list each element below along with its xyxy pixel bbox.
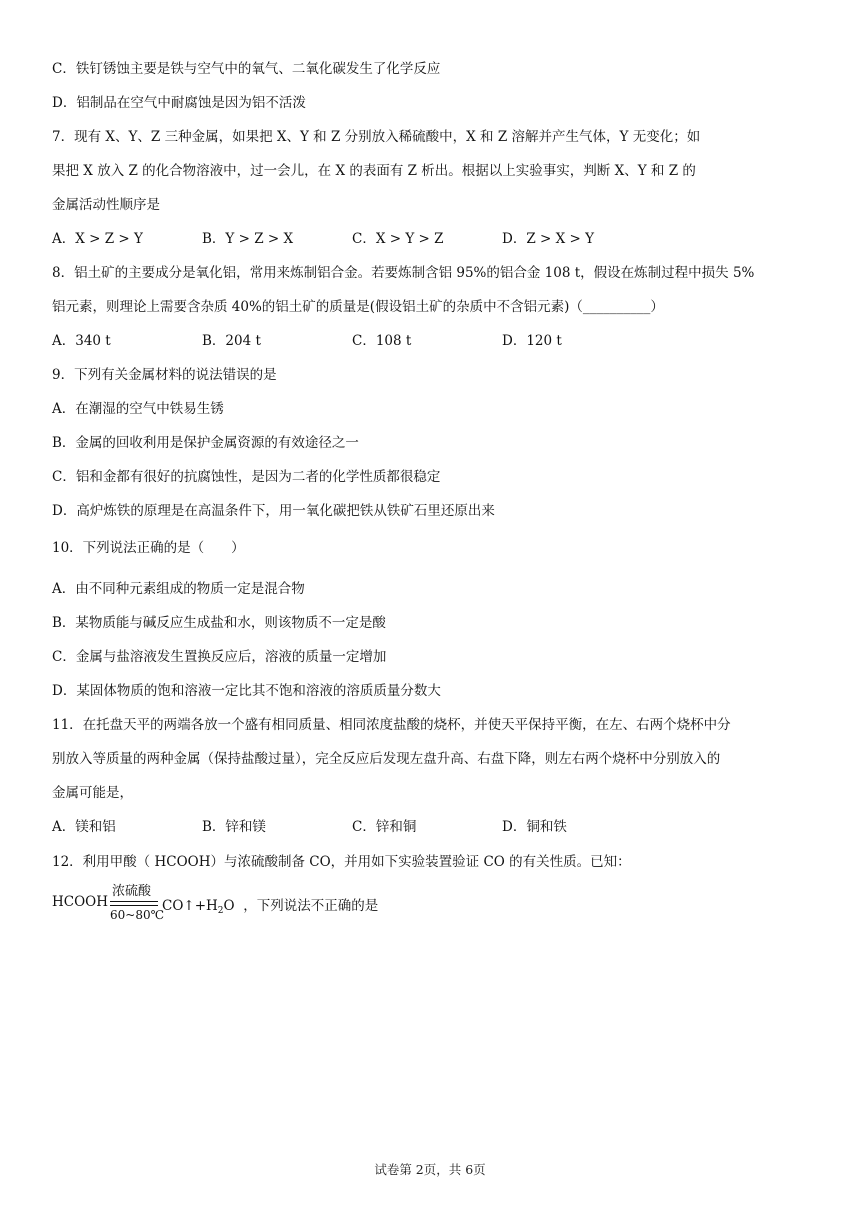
q7-stem-line1: 7．现有 X、Y、Z 三种金属，如果把 X、Y 和 Z 分别放入稀硫酸中，X 和 Z 溶解并产生气体，Y 无变化；如	[52, 129, 701, 145]
equation-condition-temperature: 60~80℃	[110, 908, 165, 922]
equation-product-co: CO↑+H	[162, 898, 218, 914]
q7-option-d: D．Z > X > Y	[502, 231, 595, 247]
q7-stem-line3: 金属活动性顺序是	[52, 197, 160, 213]
equation-products	[162, 894, 378, 916]
q9-option-c: C．铝和金都有很好的抗腐蚀性，是因为二者的化学性质都很稳定	[52, 469, 441, 485]
q8-option-d: D．120 t	[502, 333, 562, 349]
q11-option-b: B．锌和镁	[202, 819, 266, 835]
equation-reactant: HCOOH	[52, 894, 109, 910]
q8-option-a: A．340 t	[52, 333, 111, 349]
q9-option-b: B．金属的回收利用是保护金属资源的有效途径之一	[52, 435, 359, 451]
q10-option-a: A．由不同种元素组成的物质一定是混合物	[52, 581, 305, 597]
q11-stem-line2: 别放入等质量的两种金属（保持盐酸过量），完全反应后发现左盘升高、右盘下降，则左右两个烧杯中分别放入的	[52, 751, 721, 767]
equation-condition-catalyst: 浓硫酸	[112, 884, 152, 899]
q10-option-b: B．某物质能与碱反应生成盐和水，则该物质不一定是酸	[52, 615, 386, 631]
q11-stem-line1: 11．在托盘天平的两端各放一个盛有相同质量、相同浓度盐酸的烧杯，并使天平保持平衡，在左、右两个烧杯中分	[52, 717, 731, 733]
q9-stem: 9．下列有关金属材料的说法错误的是	[52, 367, 277, 383]
q9-option-a: A．在潮湿的空气中铁易生锈	[52, 401, 224, 417]
q11-option-d: D．铜和铁	[502, 819, 567, 835]
q7-option-b: B．Y > Z > X	[202, 231, 294, 247]
q10-stem: 10．下列说法正确的是（ ）	[52, 540, 245, 556]
q6-option-d: D．铝制品在空气中耐腐蚀是因为铝不活泼	[52, 95, 306, 111]
equation-tail-text: ，下列说法不正确的是	[243, 898, 379, 914]
q7-stem-line2: 果把 X 放入 Z 的化合物溶液中，过一会儿，在 X 的表面有 Z 析出。根据以上实验事实，判断 X、Y 和 Z 的	[52, 163, 696, 179]
q8-stem-line1: 8．铝土矿的主要成分是氧化铝，常用来炼制铝合金。若要炼制含铝 95%的铝合金 108 t，假设在炼制过程中损失 5%	[52, 265, 755, 281]
q9-option-d: D．高炉炼铁的原理是在高温条件下，用一氧化碳把铁从铁矿石里还原出来	[52, 503, 495, 519]
equation-subscript: 2	[217, 906, 224, 916]
q12-stem: 12．利用甲酸（ HCOOH）与浓硫酸制备 CO，并用如下实验装置验证 CO 的有关性质。已知：	[52, 854, 631, 870]
q10-option-d: D．某固体物质的饱和溶液一定比其不饱和溶液的溶质质量分数大	[52, 683, 441, 699]
q8-option-b: B．204 t	[202, 333, 261, 349]
page-footer: 试卷第 2页，共 6页	[374, 1162, 486, 1177]
q11-option-a: A．镁和铝	[52, 819, 116, 835]
q7-option-a: A．X > Z > Y	[52, 231, 143, 247]
q10-option-c: C．金属与盐溶液发生置换反应后，溶液的质量一定增加	[52, 649, 387, 665]
equation-double-bar	[110, 901, 158, 906]
q6-option-c: C．铁钉锈蚀主要是铁与空气中的氧气、二氧化碳发生了化学反应	[52, 61, 441, 77]
q11-stem-line3: 金属可能是，	[52, 785, 133, 801]
q7-option-c: C．X > Y > Z	[352, 231, 444, 247]
equation-product-o: O	[223, 898, 235, 914]
q8-stem-line2: 铝元素，则理论上需要含杂质 40%的铝土矿的质量是(假设铝土矿的杂质中不含铝元素)（__________）	[52, 299, 664, 315]
q8-option-c: C．108 t	[352, 333, 412, 349]
q11-option-c: C．锌和铜	[352, 819, 417, 835]
